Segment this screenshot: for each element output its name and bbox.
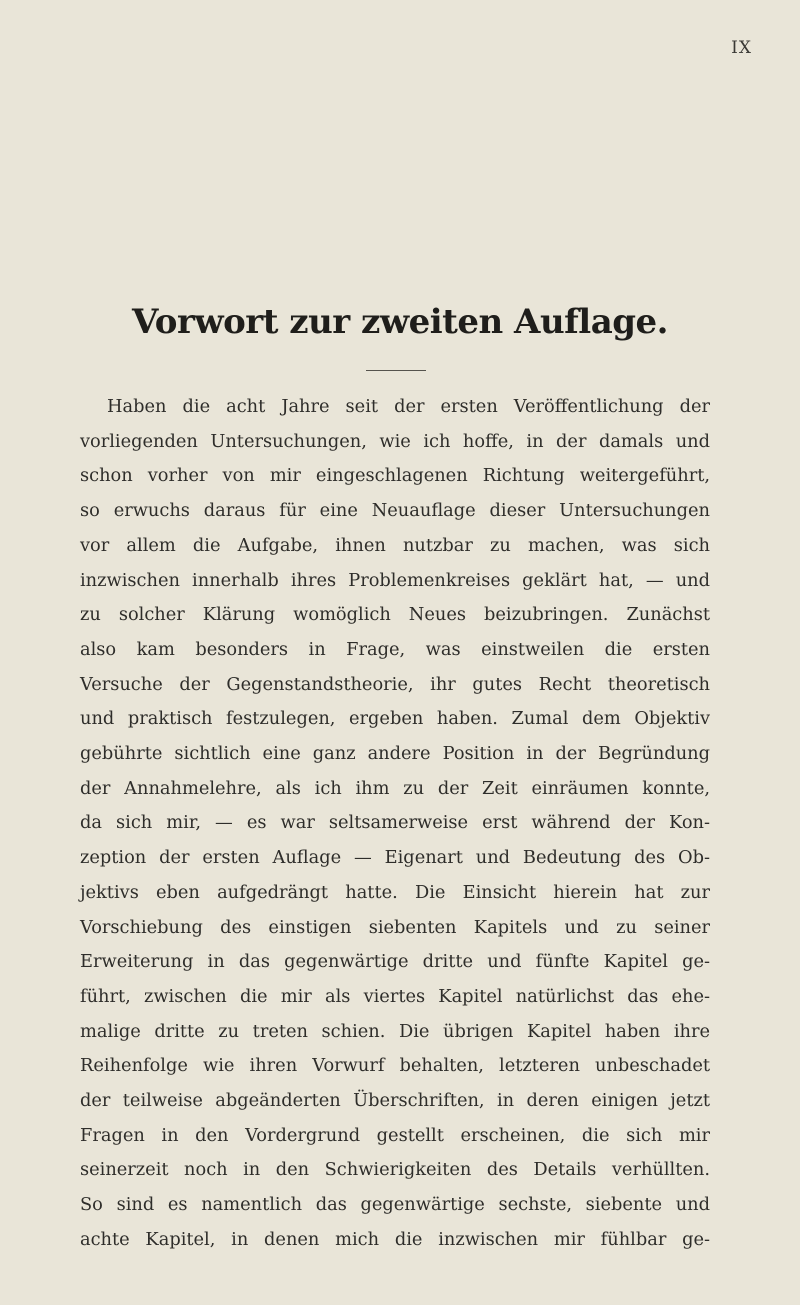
text-line: schon vorher von mir eingeschlagenen Richtung weitergeführt, (80, 465, 710, 487)
text-line: achte Kapitel, in denen mich die inzwischen mir fühlbar ge- (80, 1228, 710, 1250)
text-line: Erweiterung in das gegenwärtige dritte und fünfte Kapitel ge- (80, 951, 710, 973)
text-line: malige dritte zu treten schien. Die übrigen Kapitel haben ihre (80, 1020, 710, 1042)
text-line: jektivs eben aufgedrängt hatte. Die Einsicht hierein hat zur (80, 881, 710, 903)
text-line: so erwuchs daraus für eine Neuauflage dieser Untersuchungen (80, 500, 710, 522)
text-line: führt, zwischen die mir als viertes Kapitel natürlichst das ehe- (80, 985, 710, 1007)
text-line: zu solcher Klärung womöglich Neues beizubringen. Zunächst (80, 604, 710, 626)
title-divider (366, 370, 426, 371)
preface-body (80, 390, 710, 1258)
text-line: der Annahmelehre, als ich ihm zu der Zeit einräumen konnte, (80, 777, 710, 799)
text-line: Versuche der Gegenstandstheorie, ihr gutes Recht theoretisch (80, 673, 710, 695)
text-line: Haben die acht Jahre seit der ersten Veröffentlichung der (107, 396, 710, 417)
text-line: vorliegenden Untersuchungen, wie ich hoffe, in der damals und (80, 430, 710, 452)
text-line: also kam besonders in Frage, was einstweilen die ersten (80, 638, 710, 660)
text-line: seinerzeit noch in den Schwierigkeiten des Details verhüllten. (80, 1159, 710, 1181)
text-line: inzwischen innerhalb ihres Problemenkreises geklärt hat, — und (80, 569, 710, 591)
text-line: da sich mir, — es war seltsamerweise erst während der Kon- (80, 812, 710, 834)
text-line: Vorschiebung des einstigen siebenten Kapitels und zu seiner (80, 916, 710, 938)
page-number: IX (731, 38, 752, 58)
text-line: gebührte sichtlich eine ganz andere Position in der Begründung (80, 743, 710, 765)
text-line: Fragen in den Vordergrund gestellt erscheinen, die sich mir (80, 1124, 710, 1146)
text-line: Reihenfolge wie ihren Vorwurf behalten, letzteren unbeschadet (80, 1055, 710, 1077)
text-line: zeption der ersten Auflage — Eigenart und Bedeutung des Ob- (80, 847, 710, 869)
text-line: der teilweise abgeänderten Überschriften, in deren einigen jetzt (80, 1090, 710, 1112)
text-line: und praktisch festzulegen, ergeben haben. Zumal dem Objektiv (80, 708, 710, 730)
text-line: So sind es namentlich das gegenwärtige sechste, siebente und (80, 1194, 710, 1216)
text-line: vor allem die Aufgabe, ihnen nutzbar zu machen, was sich (80, 534, 710, 556)
page-title: Vorwort zur zweiten Auflage. (132, 302, 668, 342)
